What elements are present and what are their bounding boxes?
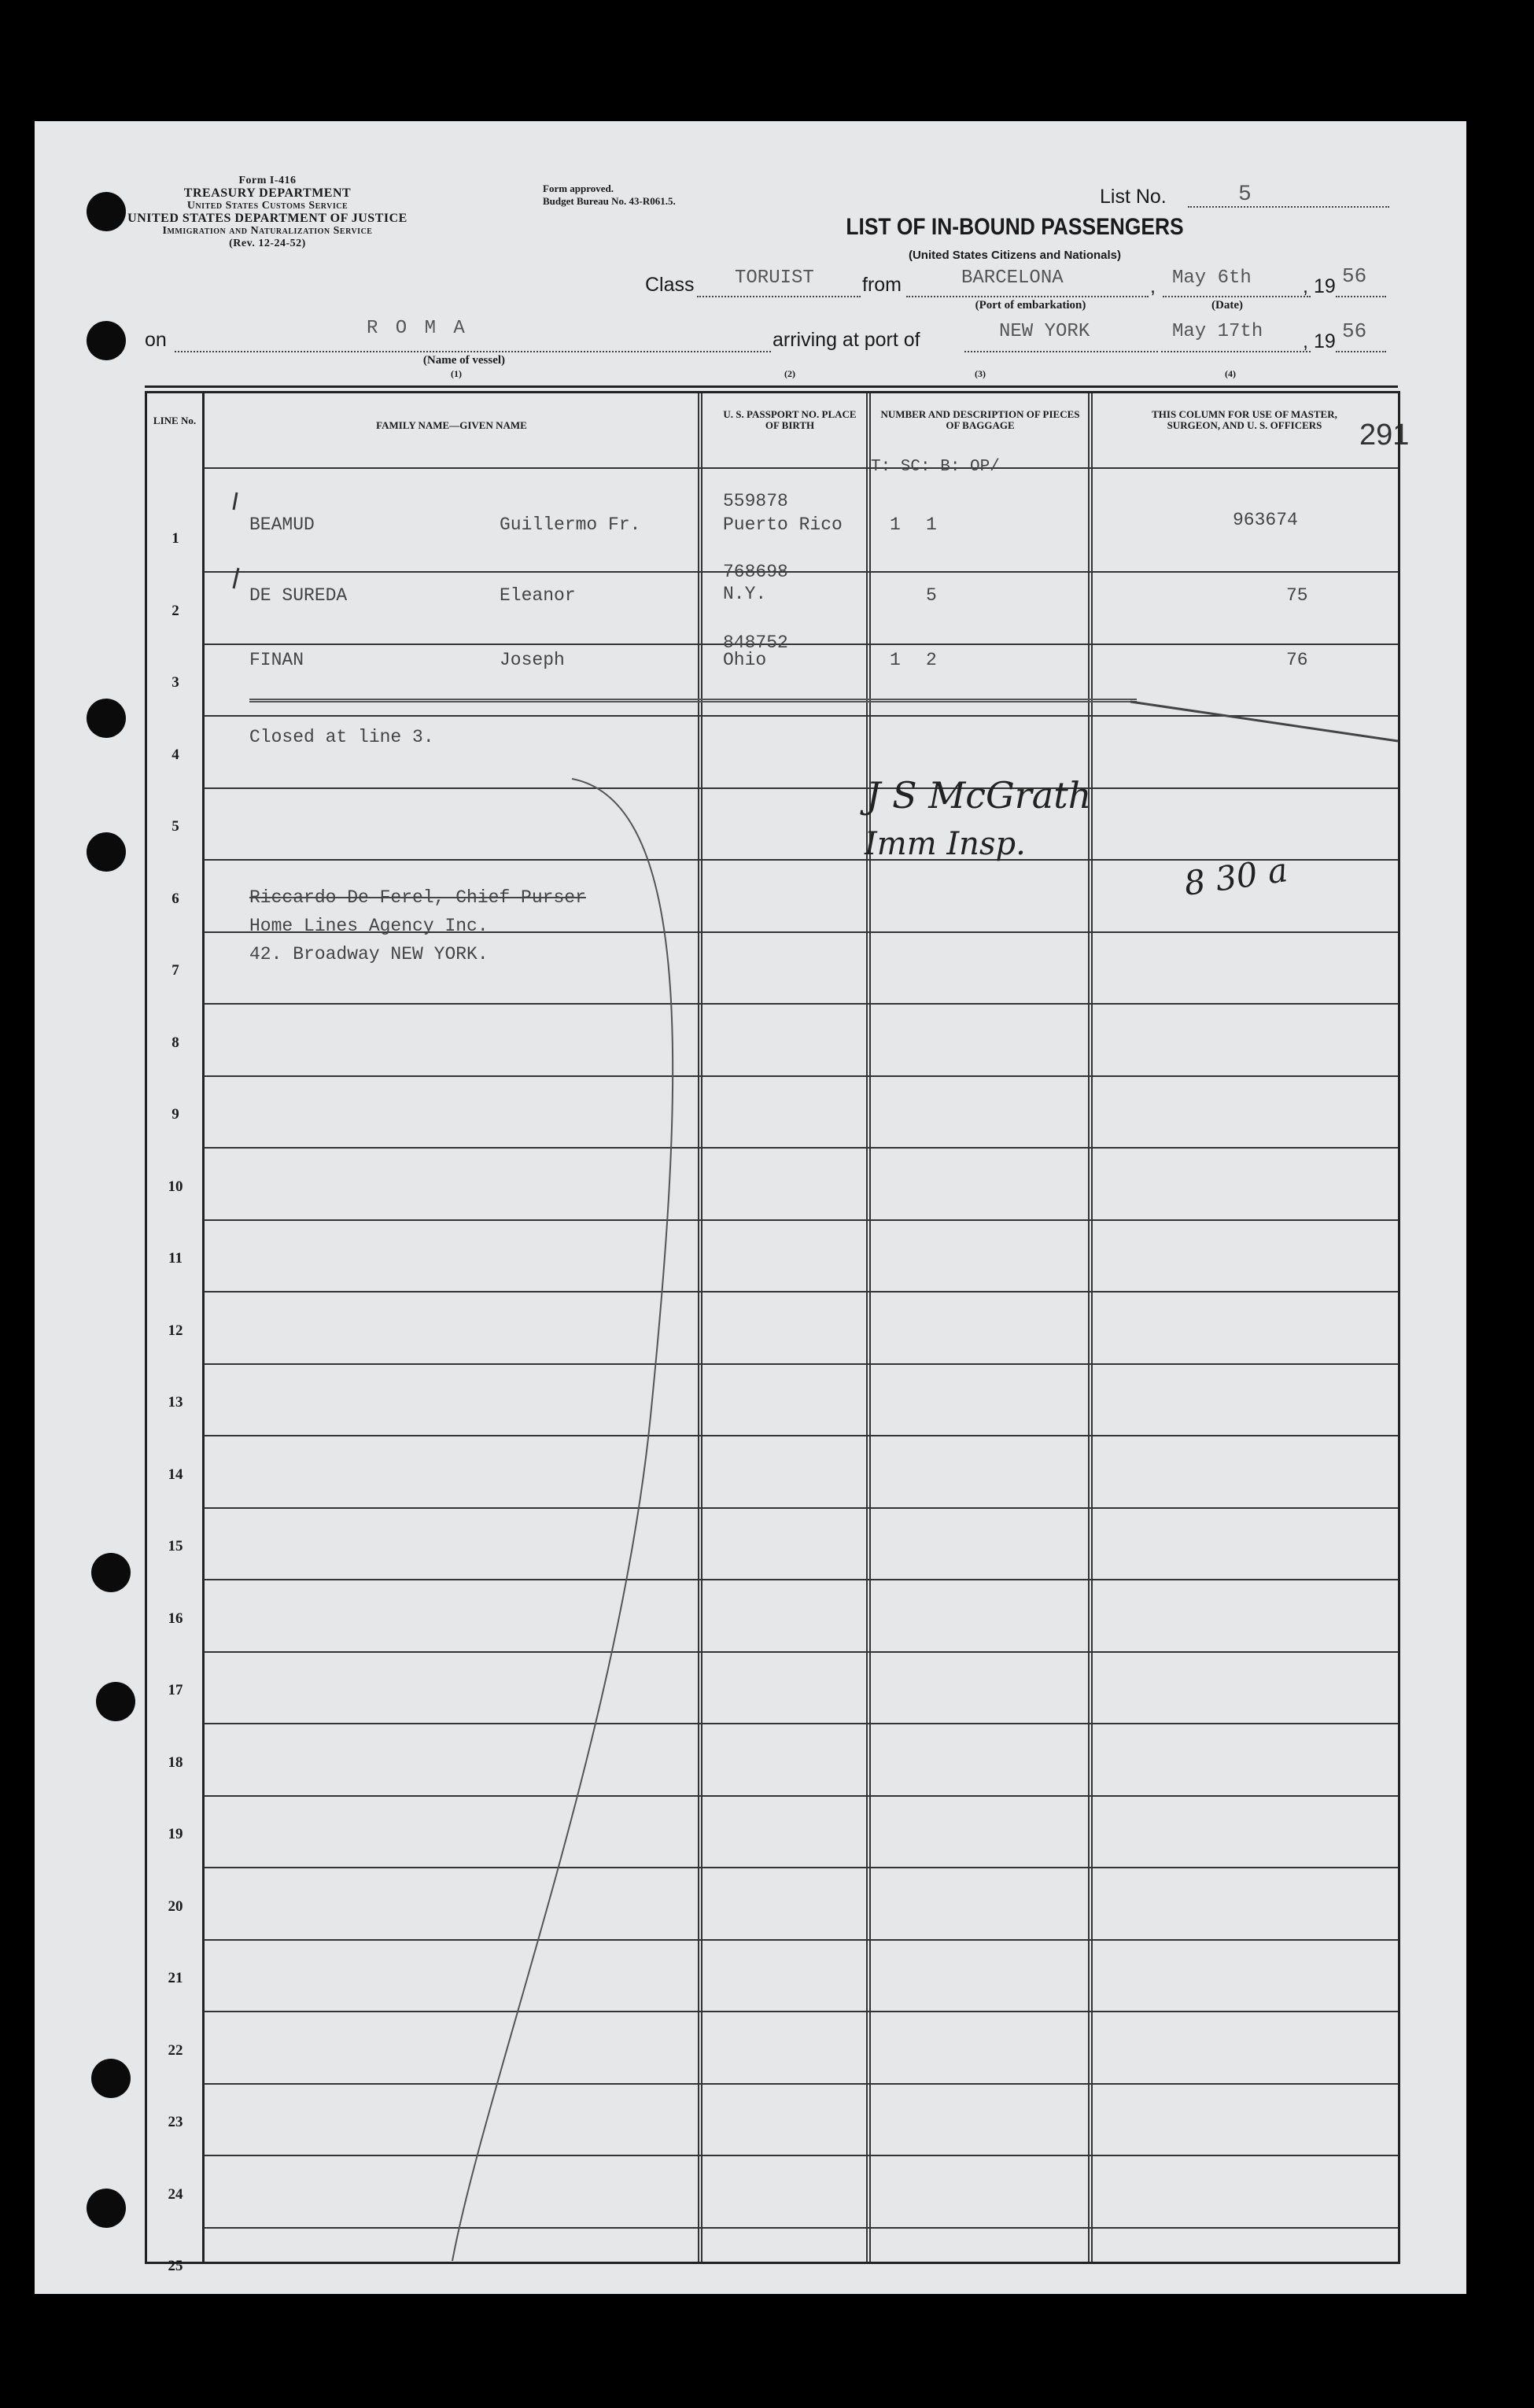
row1-birth: Puerto Rico <box>723 514 843 535</box>
on-label: on <box>145 329 167 351</box>
comma: , <box>1303 330 1308 352</box>
col-name: FAMILY NAME—GIVEN NAME <box>376 419 527 431</box>
row3-passport: 848752 <box>723 632 788 653</box>
line-number: 15 <box>168 1538 183 1554</box>
line-number: 22 <box>168 2041 183 2059</box>
row2-passport: 768698 <box>723 562 788 582</box>
punch-hole <box>87 832 126 872</box>
inspector-title: Imm Insp. <box>865 826 1026 862</box>
line-number: 18 <box>168 1753 183 1771</box>
punch-hole <box>87 2189 126 2228</box>
row2-given: Eleanor <box>500 585 576 606</box>
page-stamp-number: 291 <box>1359 419 1410 452</box>
arrival-port: NEW YORK <box>999 321 1090 342</box>
punch-hole <box>91 2059 131 2098</box>
arrival-date-line <box>1161 351 1311 352</box>
row2-bag-sc: 5 <box>926 585 937 606</box>
line-number: 8 <box>171 1034 179 1051</box>
col-baggage: NUMBER AND DESCRIPTION OF PIECES OF BAGGAGE <box>880 408 1080 431</box>
departure-year: 56 <box>1342 264 1367 288</box>
punch-hole <box>96 1682 135 1721</box>
purser-name: Riccardo De Ferel, Chief Purser <box>249 887 586 908</box>
line-number: 1 <box>171 530 179 547</box>
row1-bag-t: 1 <box>890 514 901 535</box>
vessel-name: R O M A <box>367 318 468 339</box>
arrival-date: May 17th <box>1172 321 1263 342</box>
col-officers: THIS COLUMN FOR USE OF MASTER, SURGEON, AND U. S. OFFICERS <box>1152 408 1337 431</box>
comma: , <box>1150 275 1156 297</box>
arrival-year: 56 <box>1342 319 1367 343</box>
line-number: 20 <box>168 1897 183 1915</box>
row3-given: Joseph <box>500 650 565 670</box>
page-subtitle: (United States Citizens and Nationals) <box>908 249 1122 262</box>
page-title: LIST OF IN-BOUND PASSENGERS <box>846 214 1184 240</box>
closed-note: Closed at line 3. <box>249 727 434 747</box>
line-number: 10 <box>168 1178 183 1195</box>
punch-hole <box>87 321 126 360</box>
comma: , <box>1303 275 1308 297</box>
row3-bag-sc: 2 <box>926 650 937 670</box>
line-number: 16 <box>168 1610 183 1627</box>
row3-birth: Ohio <box>723 650 767 670</box>
from-label: from <box>862 274 902 296</box>
line-number: 13 <box>168 1394 183 1411</box>
passenger-table <box>145 391 1400 2274</box>
line-number: 9 <box>171 1106 179 1123</box>
line-number: 17 <box>168 1682 183 1698</box>
port-embarkation: BARCELONA <box>961 267 1064 289</box>
purser-agency: Home Lines Agency Inc. <box>249 916 489 936</box>
row1-family: BEAMUD <box>249 514 315 535</box>
from-line <box>906 296 1149 297</box>
inspection-time: 8 30 a <box>1182 850 1290 903</box>
date-dep-line <box>1163 296 1311 297</box>
row1-given: Guillermo Fr. <box>500 514 641 535</box>
vessel-line <box>175 351 771 352</box>
year-prefix: 19 <box>1314 275 1336 297</box>
form-number: Form I-416 <box>238 175 297 186</box>
class-value: TORUIST <box>735 267 814 289</box>
baggage-subheader: T: SC: B: OP/ <box>871 458 1000 476</box>
customs-service: United States Customs Service <box>186 200 348 212</box>
port-embark-caption: (Port of embarkation) <box>975 299 1086 312</box>
line-number: 19 <box>168 1826 183 1842</box>
list-no-label: List No. <box>1100 186 1167 208</box>
approval-block <box>543 183 779 208</box>
line-number: 6 <box>171 890 179 907</box>
header-rule <box>145 385 1398 388</box>
line-number: 24 <box>168 2185 183 2203</box>
row3-family: FINAN <box>249 650 304 670</box>
line-number: 25 <box>168 2258 183 2274</box>
line-number: 23 <box>168 2114 183 2130</box>
line-number: 12 <box>168 1322 183 1339</box>
pen-stroke <box>147 393 1398 2262</box>
class-label: Class <box>645 274 695 296</box>
ins-service: Immigration and Naturalization Service <box>162 225 373 237</box>
treasury-dept: TREASURY DEPARTMENT <box>183 186 352 200</box>
arriving-label: arriving at port of <box>773 329 920 351</box>
form-approved: Form approved. <box>543 183 614 194</box>
budget-bureau-no: Budget Bureau No. 43-R061.5. <box>543 195 676 207</box>
row3-bag-t: 1 <box>890 650 901 670</box>
arrival-port-line <box>964 351 1158 352</box>
row2-officer: 75 <box>1286 585 1308 606</box>
punch-hole <box>87 699 126 738</box>
line-number: 2 <box>171 602 179 619</box>
punch-hole <box>91 1553 131 1592</box>
justice-dept: UNITED STATES DEPARTMENT OF JUSTICE <box>127 212 407 225</box>
line-number: 21 <box>168 1970 183 1986</box>
line-number: 14 <box>168 1466 183 1483</box>
line-number: 3 <box>171 674 179 691</box>
purser-address: 42. Broadway NEW YORK. <box>249 944 489 964</box>
row2-family: DE SUREDA <box>249 585 348 606</box>
row1-officer: 963674 <box>1233 510 1298 530</box>
date-caption: (Date) <box>1211 299 1243 312</box>
row1-passport: 559878 <box>723 491 788 511</box>
list-no-value: 5 <box>1238 183 1252 207</box>
caption-2: (2) <box>784 368 795 379</box>
row1-bag-sc: 1 <box>926 514 937 535</box>
line-number: 7 <box>171 962 179 979</box>
departure-date: May 6th <box>1172 267 1252 289</box>
col-line-no: LINE No. <box>153 415 197 426</box>
form-revision: (Rev. 12-24-52) <box>229 238 306 249</box>
col-passport: U. S. PASSPORT NO. PLACE OF BIRTH <box>723 408 857 431</box>
row3-officer: 76 <box>1286 650 1308 670</box>
inspector-signature: J S McGrath <box>866 774 1092 817</box>
year-dep-line <box>1336 296 1386 297</box>
caption-1: (1) <box>451 368 462 379</box>
line-number: 11 <box>168 1250 183 1267</box>
row2-birth: N.Y. <box>723 584 767 604</box>
caption-3: (3) <box>975 368 986 379</box>
caption-4: (4) <box>1225 368 1236 379</box>
year-prefix: 19 <box>1314 330 1336 352</box>
line-number: 5 <box>171 818 179 835</box>
vessel-caption: (Name of vessel) <box>422 354 506 367</box>
year-arr-line <box>1336 351 1386 352</box>
list-no-line <box>1188 206 1389 208</box>
class-line <box>697 296 861 297</box>
form-issuer-block <box>118 175 417 250</box>
line-number: 4 <box>171 746 179 763</box>
